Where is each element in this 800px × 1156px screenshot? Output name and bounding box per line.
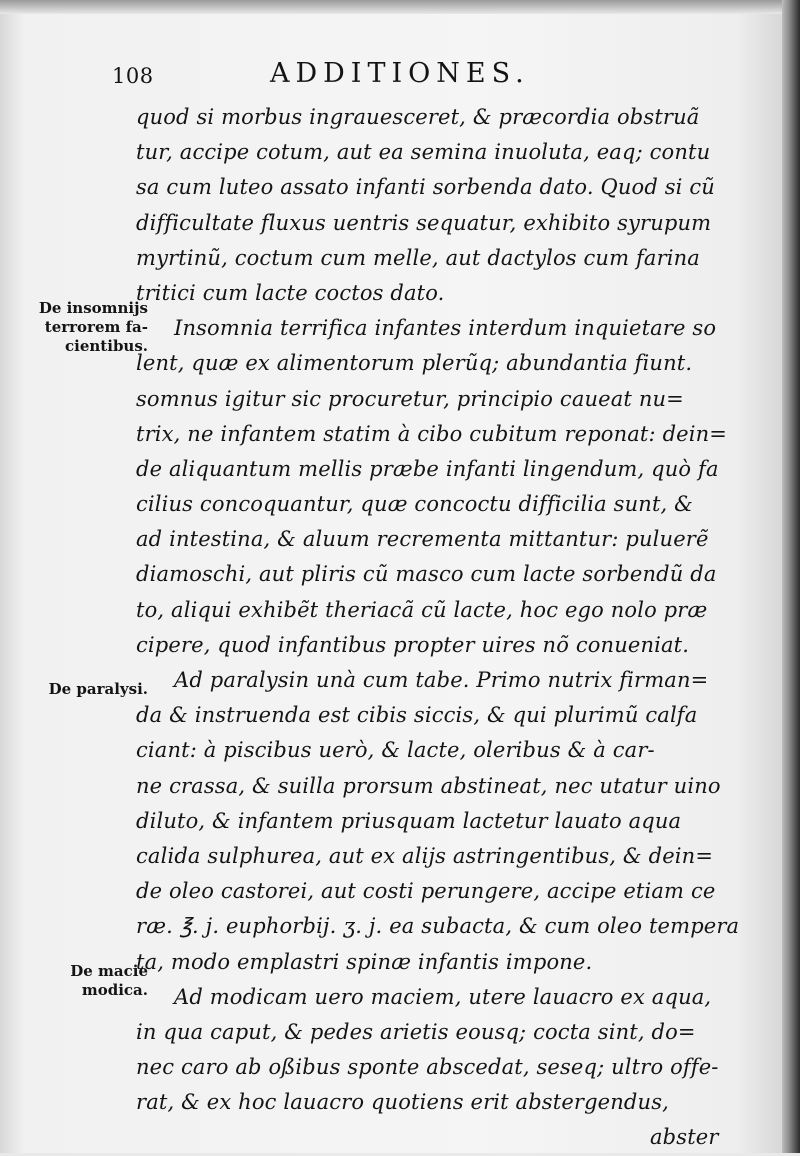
text-line: lent, quæ ex alimentorum plerũq; abundantia fiunt. xyxy=(136,351,693,376)
text-line: diamoschi, aut pliris cũ masco cum lacte sorbendũ da xyxy=(136,562,717,587)
margin-note-line: De insomnijs xyxy=(38,299,148,317)
text-line: calida sulphurea, aut ex alijs astringentibus, & dein= xyxy=(136,843,714,868)
text-line: ad intestina, & aluum recrementa mittantur: puluerẽ xyxy=(136,527,709,552)
margin-note-insomnia xyxy=(39,299,148,356)
text-line: ne crassa, & suilla prorsum abstineat, nec utatur uino xyxy=(136,773,721,798)
text-line: trix, ne infantem statim à cibo cubitum reponat: dein= xyxy=(136,421,728,446)
text-line: somnus igitur sic procuretur, principio caueat nu= xyxy=(136,386,684,411)
text-line: ciant: à piscibus uerò, & lacte, oleribus & à car- xyxy=(136,738,655,763)
text-line: da & instruenda est cibis siccis, & qui plurimũ calfa xyxy=(136,703,698,728)
text-line: Ad modicam uero maciem, utere lauacro ex aqua, xyxy=(174,984,712,1009)
text-line: tritici cum lacte coctos dato. xyxy=(136,280,445,305)
text-line: nec caro ab oßibus sponte abscedat, seseq; ultro offe- xyxy=(136,1055,719,1080)
text-line: de oleo castorei, aut costi perungere, accipe etiam ce xyxy=(136,879,716,904)
text-line: to, aliqui exhibẽt theriacã cũ lacte, hoc ego nolo præ xyxy=(136,597,708,622)
text-line: diluto, & infantem priusquam lactetur lauato aqua xyxy=(136,808,682,833)
text-line: ta, modo emplastri spinæ infantis impone. xyxy=(136,949,593,974)
text-line: rat, & ex hoc lauacro quotiens erit abstergendus, xyxy=(136,1090,669,1115)
margin-note-line: De macie xyxy=(70,962,148,980)
text-line: in qua caput, & pedes arietis eousq; cocta sint, do= xyxy=(136,1019,696,1044)
margin-note-line: terrorem fa- xyxy=(44,318,148,336)
page-gutter-shadow xyxy=(782,0,800,1153)
text-line: cipere, quod infantibus propter uires nõ conueniat. xyxy=(136,632,690,657)
page-top-edge-shadow xyxy=(0,0,800,14)
margin-note-line: cientibus. xyxy=(65,337,148,355)
text-line: cilius concoquantur, quæ concoctu difficilia sunt, & xyxy=(136,492,694,517)
running-head: ADDITIONES. xyxy=(270,58,530,89)
text-line: quod si morbus ingrauesceret, & præcordia obstruã xyxy=(136,105,700,129)
text-line: difficultate fluxus uentris sequatur, exhibito syrupum xyxy=(136,210,712,235)
text-line: Insomnia terrifica infantes interdum inquietare so xyxy=(174,316,717,341)
text-line: myrtinũ, coctum cum melle, aut dactylos cum farina xyxy=(136,245,700,270)
page-header xyxy=(0,58,800,92)
text-line: de aliquantum mellis præbe infanti lingendum, quò fa xyxy=(136,456,719,481)
catchword: abster xyxy=(650,1125,719,1150)
text-line: sa cum luteo assato infanti sorbenda dato. Quod si cũ xyxy=(136,175,715,200)
body-text xyxy=(136,100,740,1156)
margin-note-line: De paralysi. xyxy=(48,680,148,698)
margin-note-paralysis xyxy=(49,680,148,699)
text-line: tur, accipe cotum, aut ea semina inuoluta, eaq; contu xyxy=(136,140,711,165)
margin-note-line: modica. xyxy=(81,981,148,999)
page-number: 108 xyxy=(112,64,154,88)
text-line: Ad paralysin unà cum tabe. Primo nutrix firman= xyxy=(174,668,709,692)
text-line: ræ. ℥. j. euphorbij. ʒ. j. ea subacta, & cum oleo tempera xyxy=(136,914,740,939)
